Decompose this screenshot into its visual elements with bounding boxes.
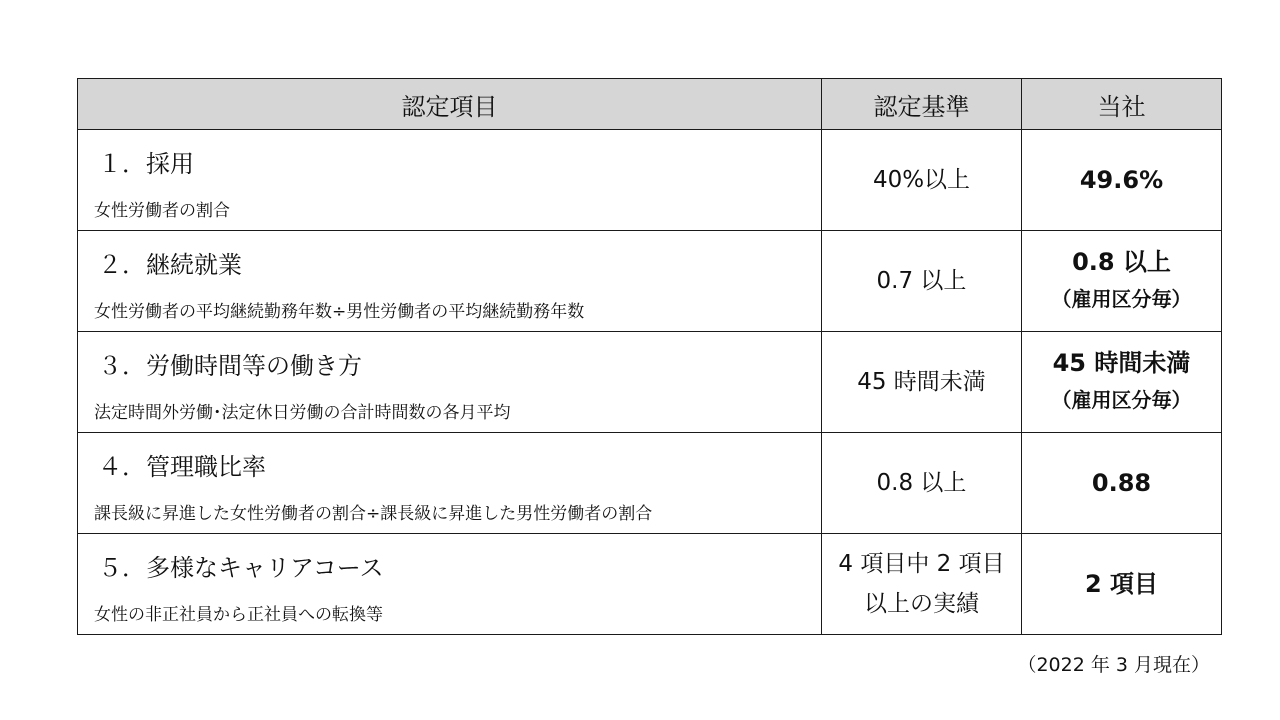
as-of-date-note: （2022 年 3 月現在） <box>1017 654 1210 676</box>
standard-cell <box>822 332 1022 433</box>
item-cell <box>78 231 822 332</box>
item-title: ３．労働時間等の働き方 <box>98 352 362 380</box>
item-cell <box>78 534 822 635</box>
company-cell <box>1022 534 1222 635</box>
company-note: （雇用区分毎） <box>1051 388 1192 412</box>
table-row <box>78 231 1222 332</box>
header-company: 当社 <box>1022 79 1222 130</box>
standard-value: 45 時間未満 <box>857 368 986 395</box>
table-header-row <box>78 79 1222 130</box>
standard-cell <box>822 433 1022 534</box>
standard-value: 40%以上 <box>872 166 971 193</box>
item-description: 法定時間外労働･法定休日労働の合計時間数の各月平均 <box>94 403 511 423</box>
table-row <box>78 332 1222 433</box>
standard-cell <box>822 231 1022 332</box>
standard-cell <box>822 130 1022 231</box>
company-cell <box>1022 332 1222 433</box>
company-note: （雇用区分毎） <box>1051 287 1192 311</box>
company-cell <box>1022 231 1222 332</box>
standard-value-line-2: 以上の実績 <box>864 591 979 617</box>
table-row <box>78 130 1222 231</box>
certification-table <box>77 78 1222 635</box>
item-title: １．採用 <box>98 150 194 178</box>
company-cell <box>1022 130 1222 231</box>
item-description: 女性労働者の割合 <box>94 201 230 221</box>
item-cell <box>78 332 822 433</box>
item-cell <box>78 130 822 231</box>
company-cell <box>1022 433 1222 534</box>
company-value: 45 時間未満 <box>1052 349 1191 377</box>
item-description: 課長級に昇進した女性労働者の割合÷課長級に昇進した男性労働者の割合 <box>94 504 653 524</box>
company-value: 49.6% <box>1079 166 1164 194</box>
standard-value: 0.7 以上 <box>876 267 967 294</box>
standard-value-line-1: 4 項目中 2 項目 <box>838 550 1005 577</box>
company-value: 0.88 <box>1091 469 1152 497</box>
item-title: ２．継続就業 <box>98 251 242 279</box>
item-description: 女性の非正社員から正社員への転換等 <box>94 605 383 625</box>
item-title: ４．管理職比率 <box>98 453 266 481</box>
table-row <box>78 534 1222 635</box>
item-cell <box>78 433 822 534</box>
company-value: 2 項目 <box>1084 570 1159 598</box>
standard-value: 0.8 以上 <box>876 469 967 496</box>
standard-cell <box>822 534 1022 635</box>
header-standard: 認定基準 <box>822 79 1022 130</box>
header-item: 認定項目 <box>78 79 822 130</box>
company-value: 0.8 以上 <box>1072 248 1171 276</box>
table-row <box>78 433 1222 534</box>
item-description: 女性労働者の平均継続勤務年数÷男性労働者の平均継続勤務年数 <box>94 302 585 322</box>
item-title: ５．多様なキャリアコース <box>98 554 384 582</box>
